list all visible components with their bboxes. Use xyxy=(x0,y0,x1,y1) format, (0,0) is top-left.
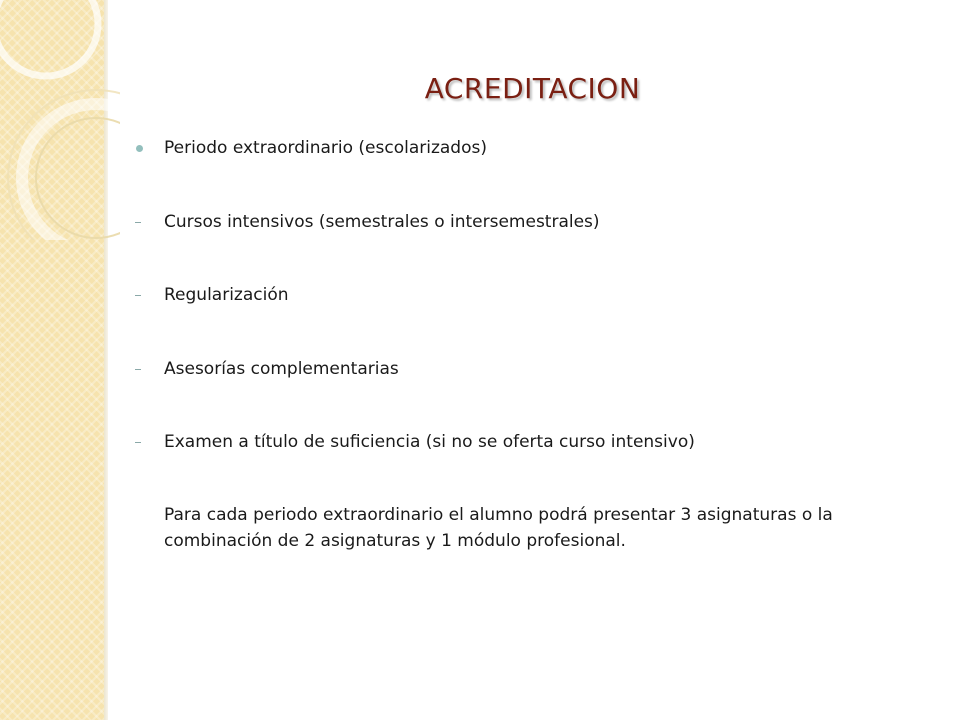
dash-bullet-icon xyxy=(135,295,141,296)
note-paragraph: Para cada periodo extraordinario el alumno podrá presentar 3 asignaturas o la combinación de 2 asignaturas y 1 módulo profesional. xyxy=(164,505,833,551)
list-item-text: Cursos intensivos (semestrales o intersemestrales) xyxy=(164,212,600,232)
dash-bullet-icon xyxy=(135,222,141,223)
list-item-text: Regularización xyxy=(164,285,289,305)
slide-title: ACREDITACION xyxy=(424,72,641,105)
list-item-text: Examen a título de suficiencia (si no se oferta curso intensivo) xyxy=(164,432,695,452)
dash-bullet-icon xyxy=(135,369,141,370)
list-item-main-text: Periodo extraordinario (escolarizados) xyxy=(164,138,487,158)
ring-decoration-icon xyxy=(0,0,120,240)
bullet-dot-icon xyxy=(136,145,143,152)
list-item-text: Asesorías complementarias xyxy=(164,359,399,379)
dash-bullet-icon xyxy=(135,442,141,443)
